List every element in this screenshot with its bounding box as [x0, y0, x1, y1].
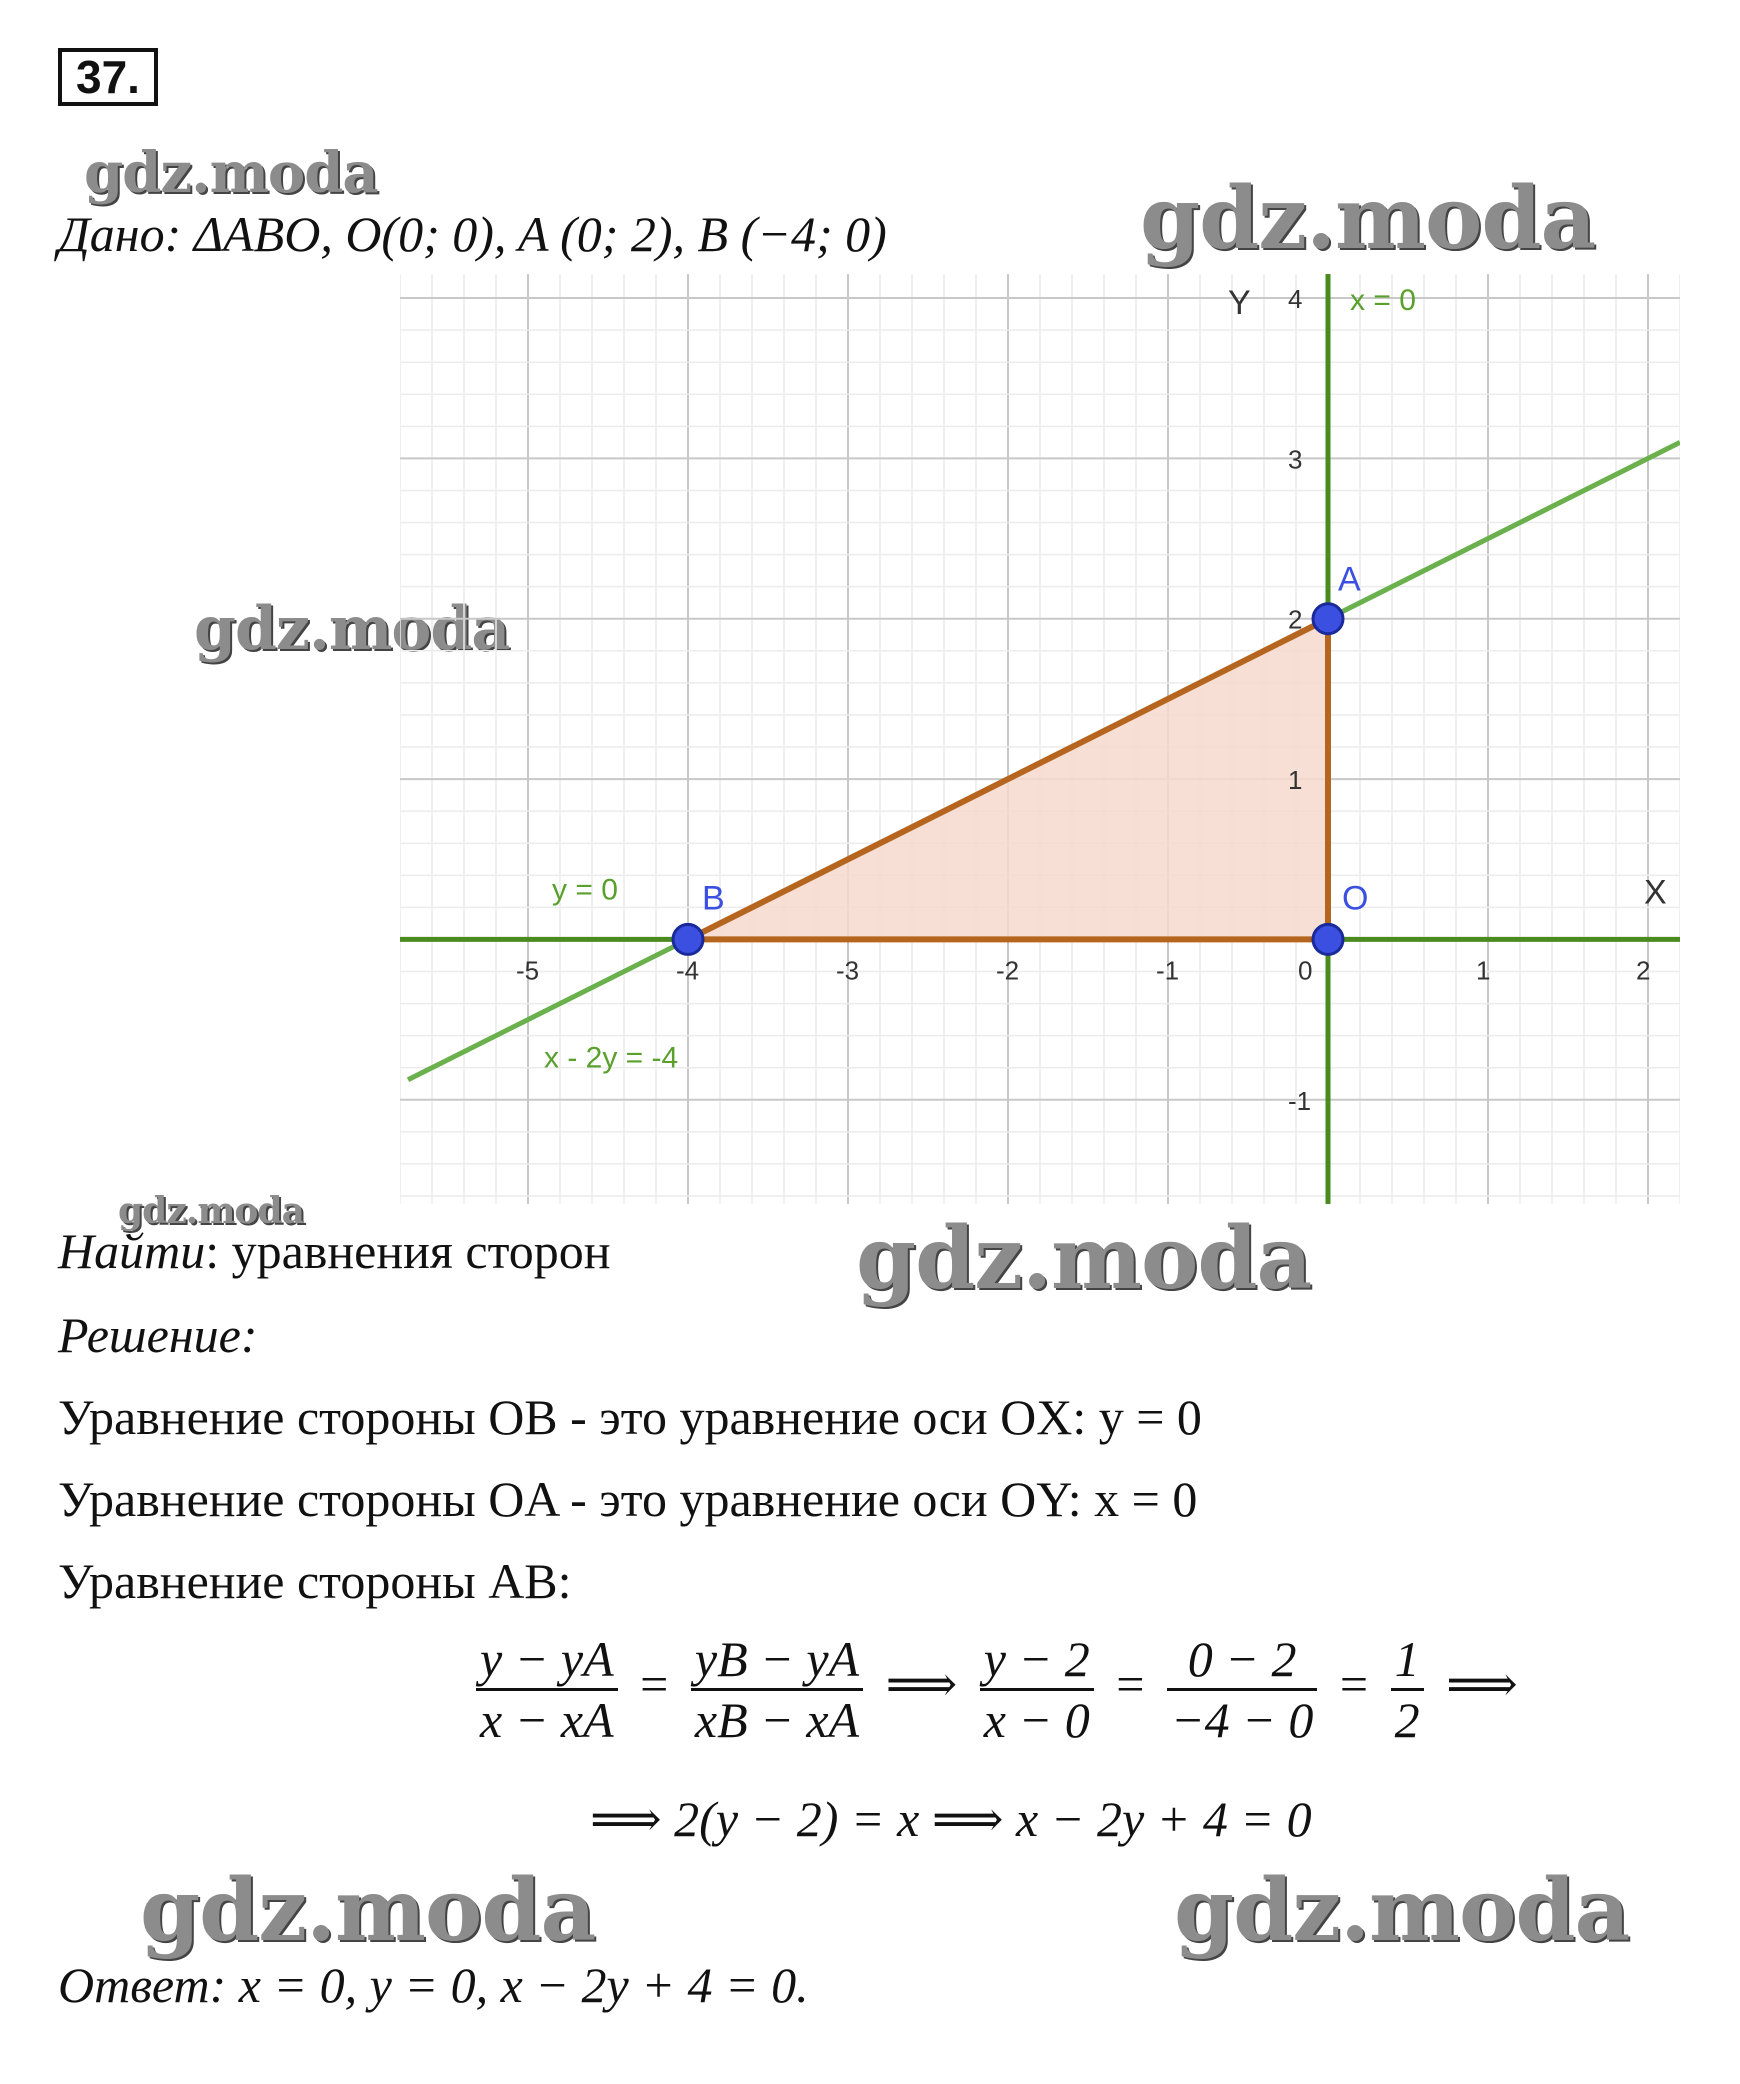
formula-row	[470, 1630, 1522, 1749]
fraction	[1167, 1630, 1317, 1749]
given-text: : ΔABO, O(0; 0), A (0; 2), B (−4; 0)	[164, 206, 887, 262]
watermark: gdz.moda	[140, 1860, 596, 1961]
point-label: A	[1338, 560, 1361, 599]
given-line	[58, 205, 887, 263]
point-label: O	[1342, 879, 1369, 918]
watermark: gdz.moda	[856, 1208, 1312, 1309]
solution-step: Уравнение стороны AB:	[58, 1553, 572, 1609]
answer-line	[58, 1956, 809, 2014]
find-text: : уравнения сторон	[205, 1223, 611, 1279]
point-o	[1313, 924, 1343, 954]
x-tick-label: -2	[996, 955, 1020, 986]
x-tick-label: -5	[516, 955, 540, 986]
numerator: 0 − 2	[1167, 1630, 1317, 1691]
fraction	[476, 1630, 618, 1749]
problem-number: 37.	[58, 48, 158, 106]
denominator: x − xA	[480, 1692, 614, 1748]
point-a	[1313, 604, 1343, 634]
equals: =	[640, 1655, 669, 1712]
y-tick-label: 1	[1288, 765, 1303, 796]
numerator: 1	[1391, 1630, 1424, 1691]
line-label: y = 0	[552, 873, 618, 907]
x-tick-label: -1	[1156, 955, 1180, 986]
x-axis-label: X	[1644, 873, 1667, 912]
solution-step: Уравнение стороны OA - это уравнение оси OY: x = 0	[58, 1471, 1198, 1527]
line-label: x = 0	[1350, 284, 1416, 317]
point-b	[673, 924, 703, 954]
watermark: gdz.moda	[1174, 1860, 1630, 1961]
x-tick-label: 0	[1298, 955, 1313, 986]
y-tick-label: 2	[1288, 604, 1303, 635]
solution-colon: :	[240, 1307, 258, 1363]
point-label: B	[702, 879, 725, 918]
denominator: x − 0	[983, 1692, 1090, 1748]
x-tick-label: -3	[836, 955, 860, 986]
numerator: y − 2	[980, 1630, 1094, 1691]
denominator: −4 − 0	[1170, 1692, 1314, 1748]
watermark: gdz.moda	[118, 1190, 304, 1232]
line-label: x - 2y = -4	[544, 1041, 679, 1075]
denominator: xB − xA	[694, 1692, 860, 1748]
watermark: gdz.moda	[1140, 168, 1596, 269]
watermark: gdz.moda	[194, 594, 510, 664]
solution-line	[58, 1306, 258, 1364]
solution-step: Уравнение стороны OB - это уравнение оси OX: y = 0	[58, 1389, 1202, 1445]
implies: ⟹	[1446, 1655, 1518, 1712]
find-line	[58, 1222, 611, 1280]
numerator: y − yA	[476, 1630, 618, 1691]
find-label: Найти	[58, 1223, 206, 1279]
y-tick-label: -1	[1288, 1085, 1312, 1116]
fraction	[691, 1630, 863, 1749]
numerator: yB − yA	[691, 1630, 863, 1691]
watermark: gdz.moda	[84, 140, 378, 206]
answer-label: Ответ	[58, 1957, 210, 2013]
implies: ⟹	[885, 1655, 958, 1712]
x-tick-label: 2	[1636, 955, 1651, 986]
y-tick-label: 4	[1288, 284, 1303, 315]
equals: =	[1339, 1655, 1369, 1712]
fraction	[1391, 1630, 1424, 1749]
fraction	[980, 1630, 1094, 1749]
answer-text: : x = 0, y = 0, x − 2y + 4 = 0.	[209, 1957, 809, 2013]
x-tick-label: 1	[1476, 955, 1491, 986]
coordinate-graph	[400, 274, 1680, 1204]
denominator: 2	[1394, 1692, 1420, 1748]
formula-line-2: ⟹ 2(y − 2) = x ⟹ x − 2y + 4 = 0	[590, 1791, 1312, 1847]
solution-label: Решение	[58, 1307, 241, 1363]
x-tick-label: -4	[676, 955, 700, 986]
y-tick-label: 3	[1288, 444, 1303, 475]
given-label: Дано	[58, 206, 165, 262]
equals: =	[1116, 1655, 1145, 1712]
y-axis-label: Y	[1228, 284, 1251, 322]
